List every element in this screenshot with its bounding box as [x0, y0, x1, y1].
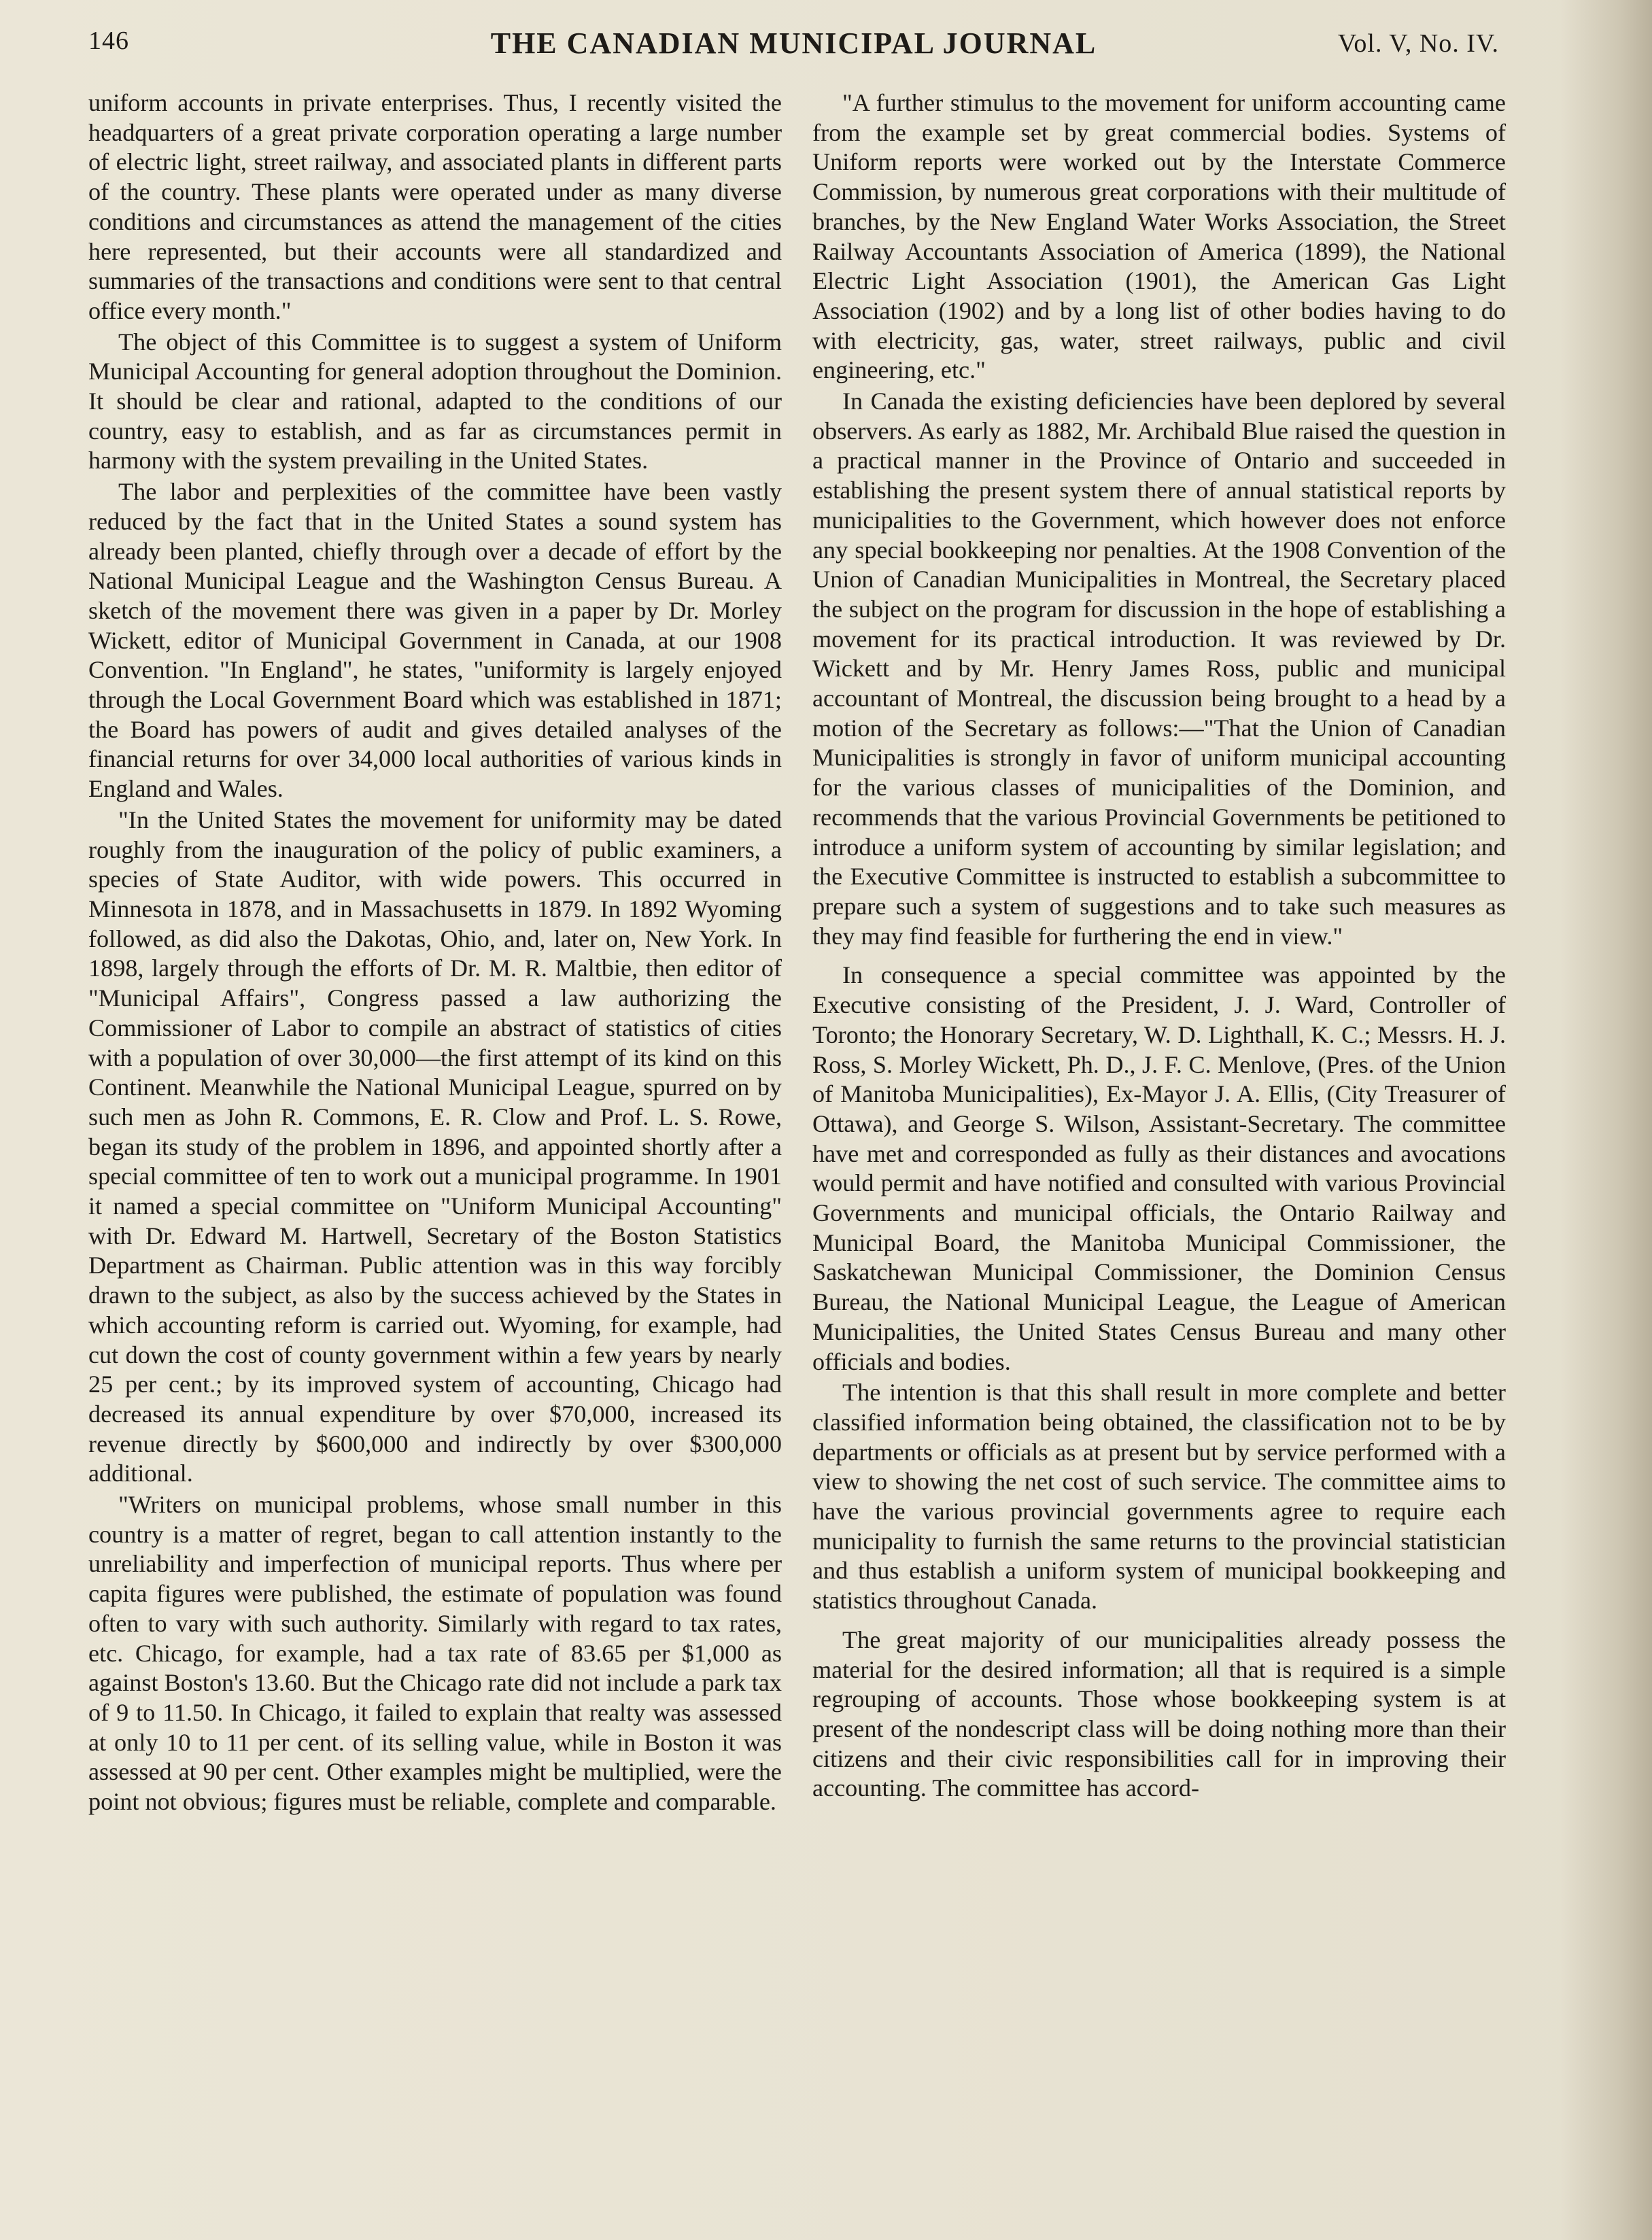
paragraph: The intention is that this shall result in more complete and better classified information being obtained, the classification not to be by departments or officials as at present but by service performed with a view to showing the net cost of such service. The committee aims to have the various provincial governments agree to require each municipality to furnish the same returns to the provincial statistician and thus establish a uniform system of municipal bookkeeping and statistics throughout Canada.: [812, 1379, 1506, 1615]
paragraph: "In the United States the movement for uniformity may be dated roughly from the inauguration of the policy of public examiners, a species of State Auditor, with wide powers. This occurred in Minnesota in 1878, and in Massachusetts in 1879. In 1892 Wyoming followed, as did also the Dakotas, Ohio, and, later on, New York. In 1898, largely through the efforts of Dr. M. R. Maltbie, then editor of "Municipal Affairs", Congress passed a law authorizing the Commissioner of Labor to compile an abstract of statistics of cities with a population of over 30,000—the first attempt of its kind on this Continent. Meanwhile the National Municipal League, spurred on by such men as John R. Commons, E. R. Clow and Prof. L. S. Rowe, began its study of the problem in 1896, and appointed shortly after a special committee of ten to work out a municipal programme. In 1901 it named a special committee on "Uniform Municipal Accounting" with Dr. Edward M. Hartwell, Secretary of the Boston Statistics Department as Chairman. Public attention was in this way forcibly drawn to the subject, as also by the success achieved by the States in which accounting reform is carried out. Wyoming, for example, had cut down the cost of county government within a few years by nearly 25 per cent.; by its improved system of accounting, Chicago had decreased its annual expenditure by over $70,000, increased its revenue directly by $600,000 and indirectly by over $300,000 additional.: [88, 806, 782, 1487]
page-number: 146: [88, 27, 129, 55]
volume-issue: Vol. V, No. IV.: [1337, 29, 1499, 58]
paragraph: In Canada the existing deficiencies have been deplored by several observers. As early as 1882, Mr. Archibald Blue raised the question in a practical manner in the Province of Ontario and succeeded in establishing the present system there of annual statistical reports by municipalities to the Government, which however does not enforce any special bookkeeping nor penalties. At the 1908 Convention of the Union of Canadian Municipalities in Montreal, the Secretary placed the subject on the program for discussion in the hope of establishing a movement for its practical introduction. It was reviewed by Dr. Wickett and by Mr. Henry James Ross, public and municipal accountant of Montreal, the discussion being brought to a head by a motion of the Secretary as follows:—"That the Union of Canadian Municipalities is strongly in favor of uniform municipal accounting for the various classes of municipalities of the Dominion, and recommends that the various Provincial Governments be petitioned to introduce a uniform system of accounting by similar legislation; and the Executive Committee is instructed to establish a subcommittee to prepare such a system of suggestions and to take such measures as they may find feasible for furthering the end in view.": [812, 387, 1506, 950]
paragraph: "A further stimulus to the movement for uniform accounting came from the example set by great commercial bodies. Systems of Uniform reports were worked out by the Interstate Commerce Commission, by numerous great corporations with their multitude of branches, by the New England Water Works Association, the Street Railway Accountants Association of America (1899), the National Electric Light Association (1901), the American Gas Light Association (1902) and by a long list of other bodies having to do with electricity, gas, water, street railways, public and civil engineering, etc.": [812, 89, 1506, 384]
journal-title: THE CANADIAN MUNICIPAL JOURNAL: [490, 27, 1097, 60]
paragraph: In consequence a special committee was appointed by the Executive consisting of the President, J. J. Ward, Controller of Toronto; the Honorary Secretary, W. D. Lighthall, K. C.; Messrs. H. J. Ross, S. Morley Wickett, Ph. D., J. F. C. Menlove, (Pres. of the Union of Manitoba Municipalities), Ex-Mayor J. A. Ellis, (City Treasurer of Ottawa), and George S. Wilson, Assistant-Secretary. The committee have met and corresponded as fully as their distances and avocations would permit and have notified and consulted with various Provincial Governments and municipal officials, the Ontario Railway and Municipal Board, the Manitoba Municipal Commissioner, the Saskatchewan Municipal Commissioner, the Dominion Census Bureau, the National Municipal League, the League of American Municipalities, the United States Census Bureau and many other officials and bodies.: [812, 961, 1506, 1375]
left-text-column: [88, 88, 782, 1817]
paragraph: uniform accounts in private enterprises. Thus, I recently visited the headquarters of a great private corporation operating a large number of electric light, street railway, and associated plants in different parts of the country. These plants were operated under as many diverse conditions and circumstances as attend the management of the cities here represented, but their accounts were all standardized and summaries of the transactions and conditions were sent to that central office every month.": [88, 89, 782, 324]
paragraph: The object of this Committee is to suggest a system of Uniform Municipal Accounting for general adoption throughout the Dominion. It should be clear and rational, adapted to the conditions of our country, easy to establish, and as far as circumstances permit in harmony with the system prevailing in the United States.: [88, 328, 782, 475]
page-header: [88, 26, 1499, 67]
paragraph: "Writers on municipal problems, whose small number in this country is a matter of regret, began to call attention instantly to the unreliability and imperfection of municipal reports. Thus where per capita figures were published, the estimate of population was found often to vary with such authority. Similarly with regard to tax rates, etc. Chicago, for example, had a tax rate of 83.65 per $1,000 as against Boston's 13.60. But the Chicago rate did not include a park tax of 9 to 11.50. In Chicago, it failed to explain that realty was assessed at only 10 to 11 per cent. of its selling value, while in Boston it was assessed at 90 per cent. Other examples might be multiplied, were the point not obvious; figures must be reliable, complete and comparable.: [88, 1491, 782, 1816]
paragraph: The labor and perplexities of the committee have been vastly reduced by the fact that in the United States a sound system has already been planted, chiefly through over a decade of effort by the National Municipal League and the Washington Census Bureau. A sketch of the movement there was given in a paper by Dr. Morley Wickett, editor of Municipal Government in Canada, at our 1908 Convention. "In England", he states, "uniformity is largely enjoyed through the Local Government Board which was established in 1871; the Board has powers of audit and gives detailed analyses of the financial returns for over 34,000 local authorities of various kinds in England and Wales.: [88, 478, 782, 803]
right-text-column: [812, 88, 1506, 1804]
paragraph: The great majority of our municipalities already possess the material for the desired information; all that is required is a simple regrouping of accounts. Those whose bookkeeping system is at present of the nondescript class will be doing nothing more than their citizens and their civic responsibilities call for in improving their accounting. The committee has accord-: [812, 1625, 1506, 1802]
binding-shadow: [1560, 0, 1652, 2240]
